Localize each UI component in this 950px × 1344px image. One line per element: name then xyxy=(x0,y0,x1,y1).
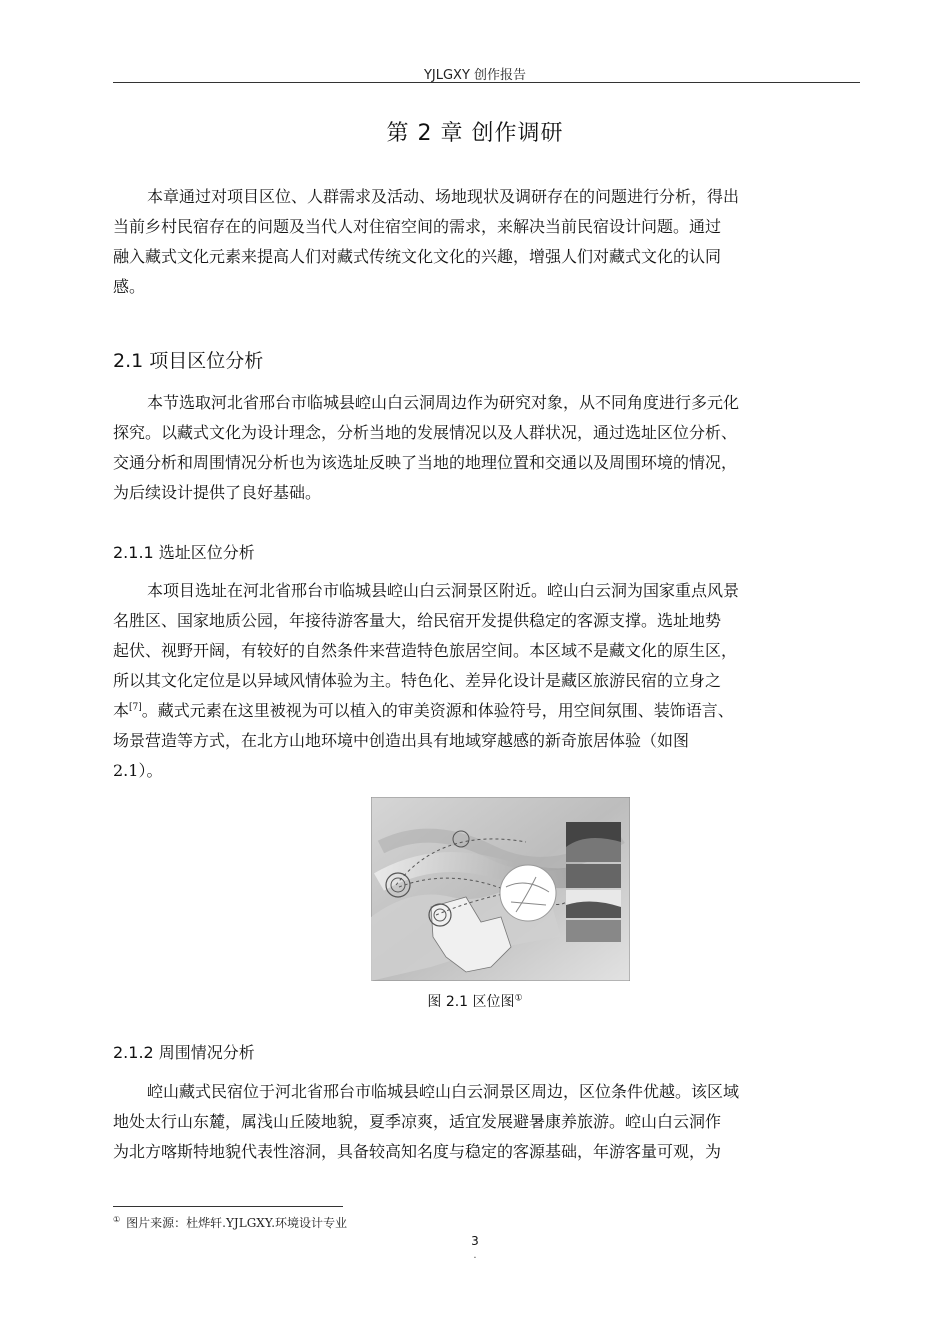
intro-line: 感。 xyxy=(113,277,146,296)
paragraph-line: 本项目选址在河北省邢台市临城县崆山白云洞景区附近。崆山白云洞为国家重点风景 xyxy=(147,581,740,600)
paragraph-line: 崆山藏式民宿位于河北省邢台市临城县崆山白云洞景区周边，区位条件优越。该区域 xyxy=(147,1082,740,1101)
paragraph-line: 起伏、视野开阔，有较好的自然条件来营造特色旅居空间。本区域不是藏文化的原生区， xyxy=(113,641,738,660)
section-heading-2-1-2: 2.1.2 周围情况分析 xyxy=(113,1043,255,1062)
intro-line: 融入藏式文化元素来提高人们对藏式传统文化文化的兴趣，增强人们对藏式文化的认同 xyxy=(113,247,722,266)
paragraph-line xyxy=(113,696,860,726)
paragraph-line: 探究。以藏式文化为设计理念，分析当地的发展情况以及人群状况，通过选址区位分析、 xyxy=(113,423,738,442)
line-text: 本 xyxy=(113,701,130,720)
chapter-title: 第 2 章 创作调研 xyxy=(386,121,564,146)
paragraph-line: 交通分析和周围情况分析也为该选址反映了当地的地理位置和交通以及周围环境的情况， xyxy=(113,453,738,472)
paragraph-line: 为北方喀斯特地貌代表性溶洞，具备较高知名度与稳定的客源基础，年游客量可观，为 xyxy=(113,1142,722,1161)
paragraph-line: 为后续设计提供了良好基础。 xyxy=(113,483,322,502)
section-2-1-1-paragraph xyxy=(113,576,860,786)
section-2-1-2-paragraph xyxy=(113,1077,860,1167)
caption-text: 图 2.1 区位图 xyxy=(427,994,515,1010)
running-header: YJLGXY 创作报告 xyxy=(423,68,527,83)
header-rule xyxy=(113,82,860,83)
page-number: 3 xyxy=(471,1234,479,1248)
section-heading-2-1: 2.1 项目区位分析 xyxy=(113,350,264,372)
page-dot: . xyxy=(473,1250,477,1261)
footnote-rule xyxy=(113,1206,343,1207)
intro-paragraph xyxy=(113,182,860,302)
footnote xyxy=(113,1214,347,1231)
footnote-text: 图片来源：杜烨轩.YJLGXY.环境设计专业 xyxy=(126,1216,348,1230)
section-heading-2-1-1: 2.1.1 选址区位分析 xyxy=(113,543,255,562)
figure-caption xyxy=(0,991,950,1011)
caption-footnote-mark[interactable]: ① xyxy=(514,993,523,1004)
paragraph-line: 所以其文化定位是以异域风情体验为主。特色化、差异化设计是藏区旅游民宿的立身之 xyxy=(113,671,722,690)
section-2-1-paragraph xyxy=(113,388,860,508)
paragraph-line: 本节选取河北省邢台市临城县崆山白云洞周边作为研究对象，从不同角度进行多元化 xyxy=(147,393,740,412)
paragraph-line: 名胜区、国家地质公园，年接待游客量大，给民宿开发提供稳定的客源支撑。选址地势 xyxy=(113,611,722,630)
paragraph-line: 2.1）。 xyxy=(113,761,163,780)
intro-line: 本章通过对项目区位、人群需求及活动、场地现状及调研存在的问题进行分析，得出 xyxy=(147,187,740,206)
citation-ref[interactable]: [7] xyxy=(129,702,142,713)
paragraph-line: 场景营造等方式，在北方山地环境中创造出具有地域穿越感的新奇旅居体验（如图 xyxy=(113,731,690,750)
line-text: 。藏式元素在这里被视为可以植入的审美资源和体验符号，用空间氛围、装饰语言、 xyxy=(141,701,734,720)
location-map-figure xyxy=(371,797,630,981)
footnote-mark: ① xyxy=(113,1215,121,1224)
paragraph-line: 地处太行山东麓，属浅山丘陵地貌，夏季凉爽，适宜发展避暑康养旅游。崆山白云洞作 xyxy=(113,1112,722,1131)
intro-line: 当前乡村民宿存在的问题及当代人对住宿空间的需求，来解决当前民宿设计问题。通过 xyxy=(113,217,722,236)
